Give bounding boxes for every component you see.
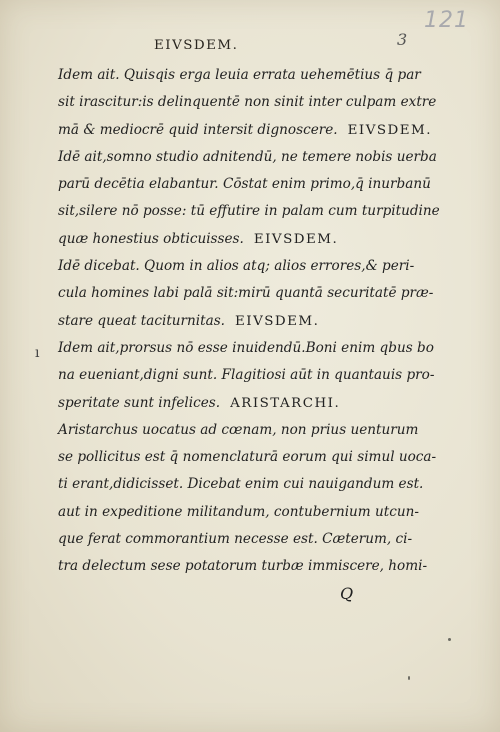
line-text: speritate sunt infelices. xyxy=(58,394,221,411)
text-line xyxy=(58,117,458,144)
line-text: stare queat taciturnitas. xyxy=(58,312,226,329)
catchword: Q xyxy=(340,584,354,603)
running-head: EIVSDEM. xyxy=(154,38,239,53)
ink-spot xyxy=(408,676,410,680)
section-heading: EIVSDEM. xyxy=(253,231,339,247)
text-line xyxy=(58,144,458,171)
line-text: se pollicitus est q̄ nomenclaturā eorum qui simul uoca- xyxy=(58,449,437,466)
text-line xyxy=(58,335,458,362)
text-line xyxy=(58,253,458,280)
text-line xyxy=(58,280,458,307)
line-text: ti erant,didicisset. Dicebat enim cui nauigandum est. xyxy=(58,476,424,493)
signature-mark: 3 xyxy=(397,30,408,49)
text-line xyxy=(58,62,458,89)
text-line xyxy=(58,226,458,253)
text-line xyxy=(58,499,458,526)
text-line xyxy=(58,308,458,335)
line-text: Idē dicebat. Quom in alios atq; alios errores,& peri- xyxy=(58,258,415,275)
text-line xyxy=(58,553,458,580)
text-line xyxy=(58,362,458,389)
line-text: sit,silere nō posse: tū effutire in palam cum turpitudine xyxy=(58,203,440,220)
line-text: aut in expeditione militandum, contubernium utcun- xyxy=(58,503,419,520)
folio-number: 121 xyxy=(424,8,469,33)
text-line xyxy=(58,471,458,498)
text-line xyxy=(58,89,458,116)
text-line xyxy=(58,526,458,553)
line-text: parū decētia elabantur. Cōstat enim primo,q̄ inurbanū xyxy=(58,176,431,193)
ink-spot xyxy=(448,638,451,641)
line-text: Idē ait,somno studio adnitendū, ne temere nobis uerba xyxy=(58,148,437,165)
line-text: Idem ait. Quisqis erga leuia errata uehemētius q̄ par xyxy=(58,67,421,83)
text-line xyxy=(58,171,458,198)
line-text: cula homines labi palā sit:mirū quantā securitatē præ- xyxy=(58,285,434,302)
margin-mark: ı xyxy=(35,345,40,361)
line-text: tra delectum sese potatorum turbæ immiscere, homi- xyxy=(58,558,428,575)
line-text: Aristarchus uocatus ad cœnam, non prius uenturum xyxy=(58,421,419,438)
text-line xyxy=(58,444,458,471)
line-text: sit irascitur:is delinquentē non sinit inter culpam extre xyxy=(58,94,437,111)
section-heading: EIVSDEM. xyxy=(347,122,433,138)
section-heading: ARISTARCHI. xyxy=(230,395,341,411)
line-text: Idem ait,prorsus nō esse inuidendū.Boni enim qbus bo xyxy=(58,339,434,356)
text-line xyxy=(58,198,458,225)
section-heading: EIVSDEM. xyxy=(235,313,320,329)
body-text xyxy=(58,62,458,581)
line-text: na eueniant,digni sunt. Flagitiosi aūt in quantauis pro- xyxy=(58,367,435,384)
line-text: que ferat commorantium necesse est. Cæterum, ci- xyxy=(58,531,413,548)
text-line xyxy=(58,390,458,417)
line-text: mā & mediocrē quid intersit dignoscere. xyxy=(58,121,338,138)
text-line xyxy=(58,417,458,444)
line-text: quæ honestius obticuisses. xyxy=(58,230,244,247)
